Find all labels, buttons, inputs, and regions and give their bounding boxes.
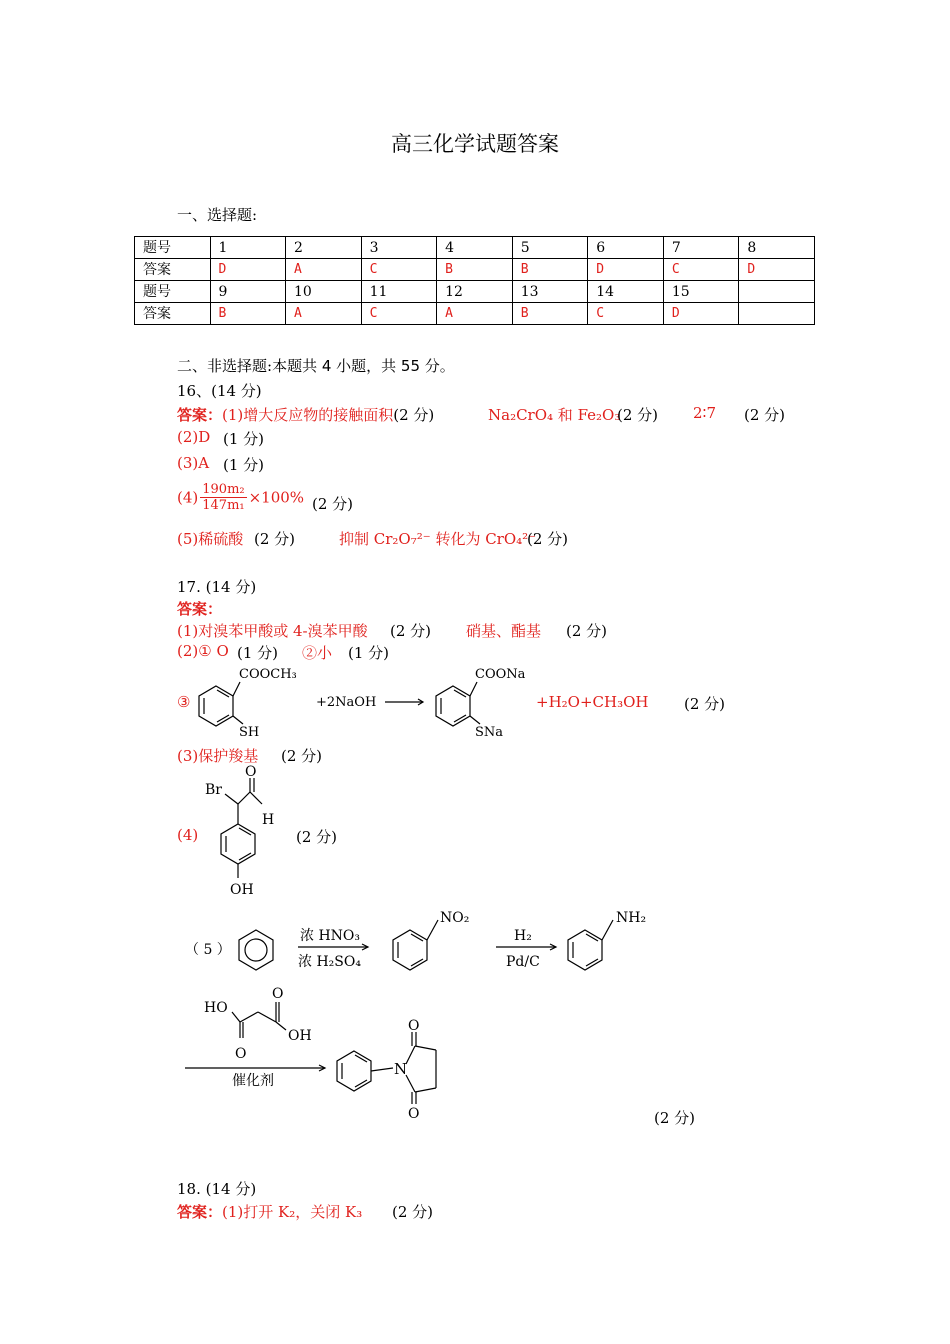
q17-a4-score: (2 分) (296, 828, 338, 846)
table-cell: C (588, 303, 664, 325)
naoh-label: +2NaOH (316, 695, 377, 710)
pdc-label: Pd/C (506, 954, 540, 970)
oh-label-2: OH (288, 1028, 312, 1044)
table-cell: 12 (437, 281, 513, 303)
q17-a5-label: （ 5 ） (185, 942, 231, 958)
reaction-3-diagram (195, 662, 535, 744)
q17-a1-score: (2 分) (390, 622, 432, 640)
section2-rest: 本题共 4 小题，共 55 分。 (272, 357, 455, 375)
benzene-start (239, 930, 273, 970)
oh-label: OH (230, 882, 254, 898)
catalyst-label: 催化剂 (232, 1073, 274, 1089)
q16-a5-b: 抑制 Cr₂O₇²⁻ 转化为 CrO₄²⁻ (339, 530, 537, 548)
q16-a5: (5)稀硫酸 (177, 530, 244, 548)
q16-a1-b: Na₂CrO₄ 和 Fe₂O₃ (488, 406, 621, 424)
q18-answer-label: 答案： (177, 1203, 223, 1221)
table-cell: 14 (588, 281, 664, 303)
table-cell: B (512, 259, 588, 281)
table-cell: 8 (739, 237, 815, 259)
q17-a5-score: (2 分) (654, 1109, 696, 1127)
q17-a1: (1)对溴苯甲酸或 4-溴苯甲酸 (177, 622, 368, 640)
synthesis-route-step-2 (180, 980, 480, 1120)
table-cell: 1 (210, 237, 285, 259)
section2-prefix: 二、非选择题: (177, 357, 273, 375)
q16-answer-label: 答案： (177, 406, 223, 424)
table-cell: B (210, 303, 285, 325)
table-cell: A (286, 303, 362, 325)
q17-answer-label: 答案： (177, 600, 223, 618)
table-row (135, 281, 815, 303)
table-cell: 15 (663, 281, 739, 303)
h-label: H (262, 812, 275, 828)
q16-a1-c: 2∶7 (693, 404, 716, 422)
table-row (135, 303, 815, 325)
table-cell: D (210, 259, 285, 281)
q17-a1-b: 硝基、酯基 (466, 622, 542, 640)
n-label: N (394, 1060, 408, 1078)
table-cell: 9 (210, 281, 285, 303)
table-cell: D (663, 303, 739, 325)
q16-a4-prefix: (4) (177, 488, 199, 507)
q17-a2-a-score: (1 分) (237, 644, 279, 662)
q18-answer-line (177, 1201, 362, 1222)
q17-a2-c: ③ (177, 693, 191, 711)
table-row-label: 题号 (135, 281, 211, 303)
table-cell: 5 (512, 237, 588, 259)
q18-a1-score: (2 分) (392, 1203, 434, 1221)
q16-a5-b-score: (2 分) (527, 530, 569, 548)
o-label-aldehyde: O (245, 764, 257, 780)
table-row-label: 答案 (135, 259, 211, 281)
q16-a1-b-score: (2 分) (617, 406, 659, 424)
q16-a1: (1)增大反应物的接触面积 (222, 406, 394, 424)
q16-header: 16、(14 分) (177, 382, 262, 400)
table-cell: 11 (361, 281, 437, 303)
page-title: 高三化学试题答案 (391, 132, 559, 156)
q16-a4 (177, 482, 304, 513)
o-label-2: O (272, 986, 284, 1002)
table-cell: 7 (663, 237, 739, 259)
hno3-label: 浓 HNO₃ (300, 928, 360, 944)
q17-a1-b-score: (2 分) (566, 622, 608, 640)
sh-label: SH (239, 725, 260, 740)
q16-a4-fraction (200, 482, 246, 513)
table-cell: 6 (588, 237, 664, 259)
h2-label: H₂ (514, 928, 532, 944)
q16-a3: (3)A (177, 454, 210, 472)
answer-table (134, 236, 815, 325)
coona-label: COONa (475, 667, 526, 682)
table-cell: D (588, 259, 664, 281)
table-cell (739, 281, 815, 303)
q16-a4-suffix: ×100% (248, 488, 305, 507)
q16-a4-denominator: 147m₁ (202, 498, 245, 513)
q17-a4-structure (200, 760, 290, 902)
q16-a3-score: (1 分) (223, 456, 265, 474)
cooch3-label: COOCH₃ (239, 667, 297, 682)
q16-a1-score: (2 分) (393, 406, 435, 424)
table-cell: B (437, 259, 513, 281)
table-row-label: 答案 (135, 303, 211, 325)
table-row (135, 237, 815, 259)
table-cell: A (286, 259, 362, 281)
table-cell: 13 (512, 281, 588, 303)
q18-header: 18. (14 分) (177, 1180, 257, 1198)
table-cell: 4 (437, 237, 513, 259)
q18-a1: (1)打开 K₂，关闭 K₃ (222, 1203, 363, 1221)
table-cell: 2 (286, 237, 362, 259)
h2so4-label: 浓 H₂SO₄ (298, 954, 361, 970)
o-label-4: O (408, 1106, 420, 1120)
q17-header: 17. (14 分) (177, 578, 257, 596)
q17-a2-a: (2)① O (177, 642, 229, 660)
o-label-3: O (408, 1018, 420, 1034)
q17-a3-score: (2 分) (281, 747, 323, 765)
table-row (135, 259, 815, 281)
o-label-1: O (235, 1046, 247, 1062)
q17-a3: (3)保护羧基 (177, 747, 259, 765)
table-cell: 10 (286, 281, 362, 303)
table-cell: D (739, 259, 815, 281)
q16-a5-score: (2 分) (254, 530, 296, 548)
q16-a4-numerator: 190m₂ (202, 482, 245, 497)
no2-label: NO₂ (440, 910, 470, 926)
synthesis-route-step-1 (230, 900, 670, 980)
table-cell: A (437, 303, 513, 325)
ho-label: HO (204, 1000, 228, 1016)
br-label: Br (205, 782, 222, 798)
q17-a2-c-score: (2 分) (684, 695, 726, 713)
q16-a2-score: (1 分) (223, 430, 265, 448)
q17-reaction-products: +H₂O+CH₃OH (536, 693, 649, 711)
table-cell: 3 (361, 237, 437, 259)
table-cell: C (663, 259, 739, 281)
table-row-label: 题号 (135, 237, 211, 259)
table-cell: B (512, 303, 588, 325)
table-cell: C (361, 303, 437, 325)
q16-a4-score: (2 分) (312, 495, 354, 513)
q17-a2-b: ②小 (302, 644, 333, 662)
nh2-label: NH₂ (616, 910, 647, 926)
q16-a2: (2)D (177, 428, 211, 446)
q16-answer-line-1 (177, 404, 434, 425)
q17-a2-b-score: (1 分) (348, 644, 390, 662)
table-cell (739, 303, 815, 325)
section1-heading: 一、选择题: (177, 206, 258, 224)
table-cell: C (361, 259, 437, 281)
section2-heading (177, 355, 455, 376)
q16-a1-c-score: (2 分) (744, 406, 786, 424)
sna-label: SNa (475, 725, 504, 740)
q17-a4: (4) (177, 826, 199, 844)
